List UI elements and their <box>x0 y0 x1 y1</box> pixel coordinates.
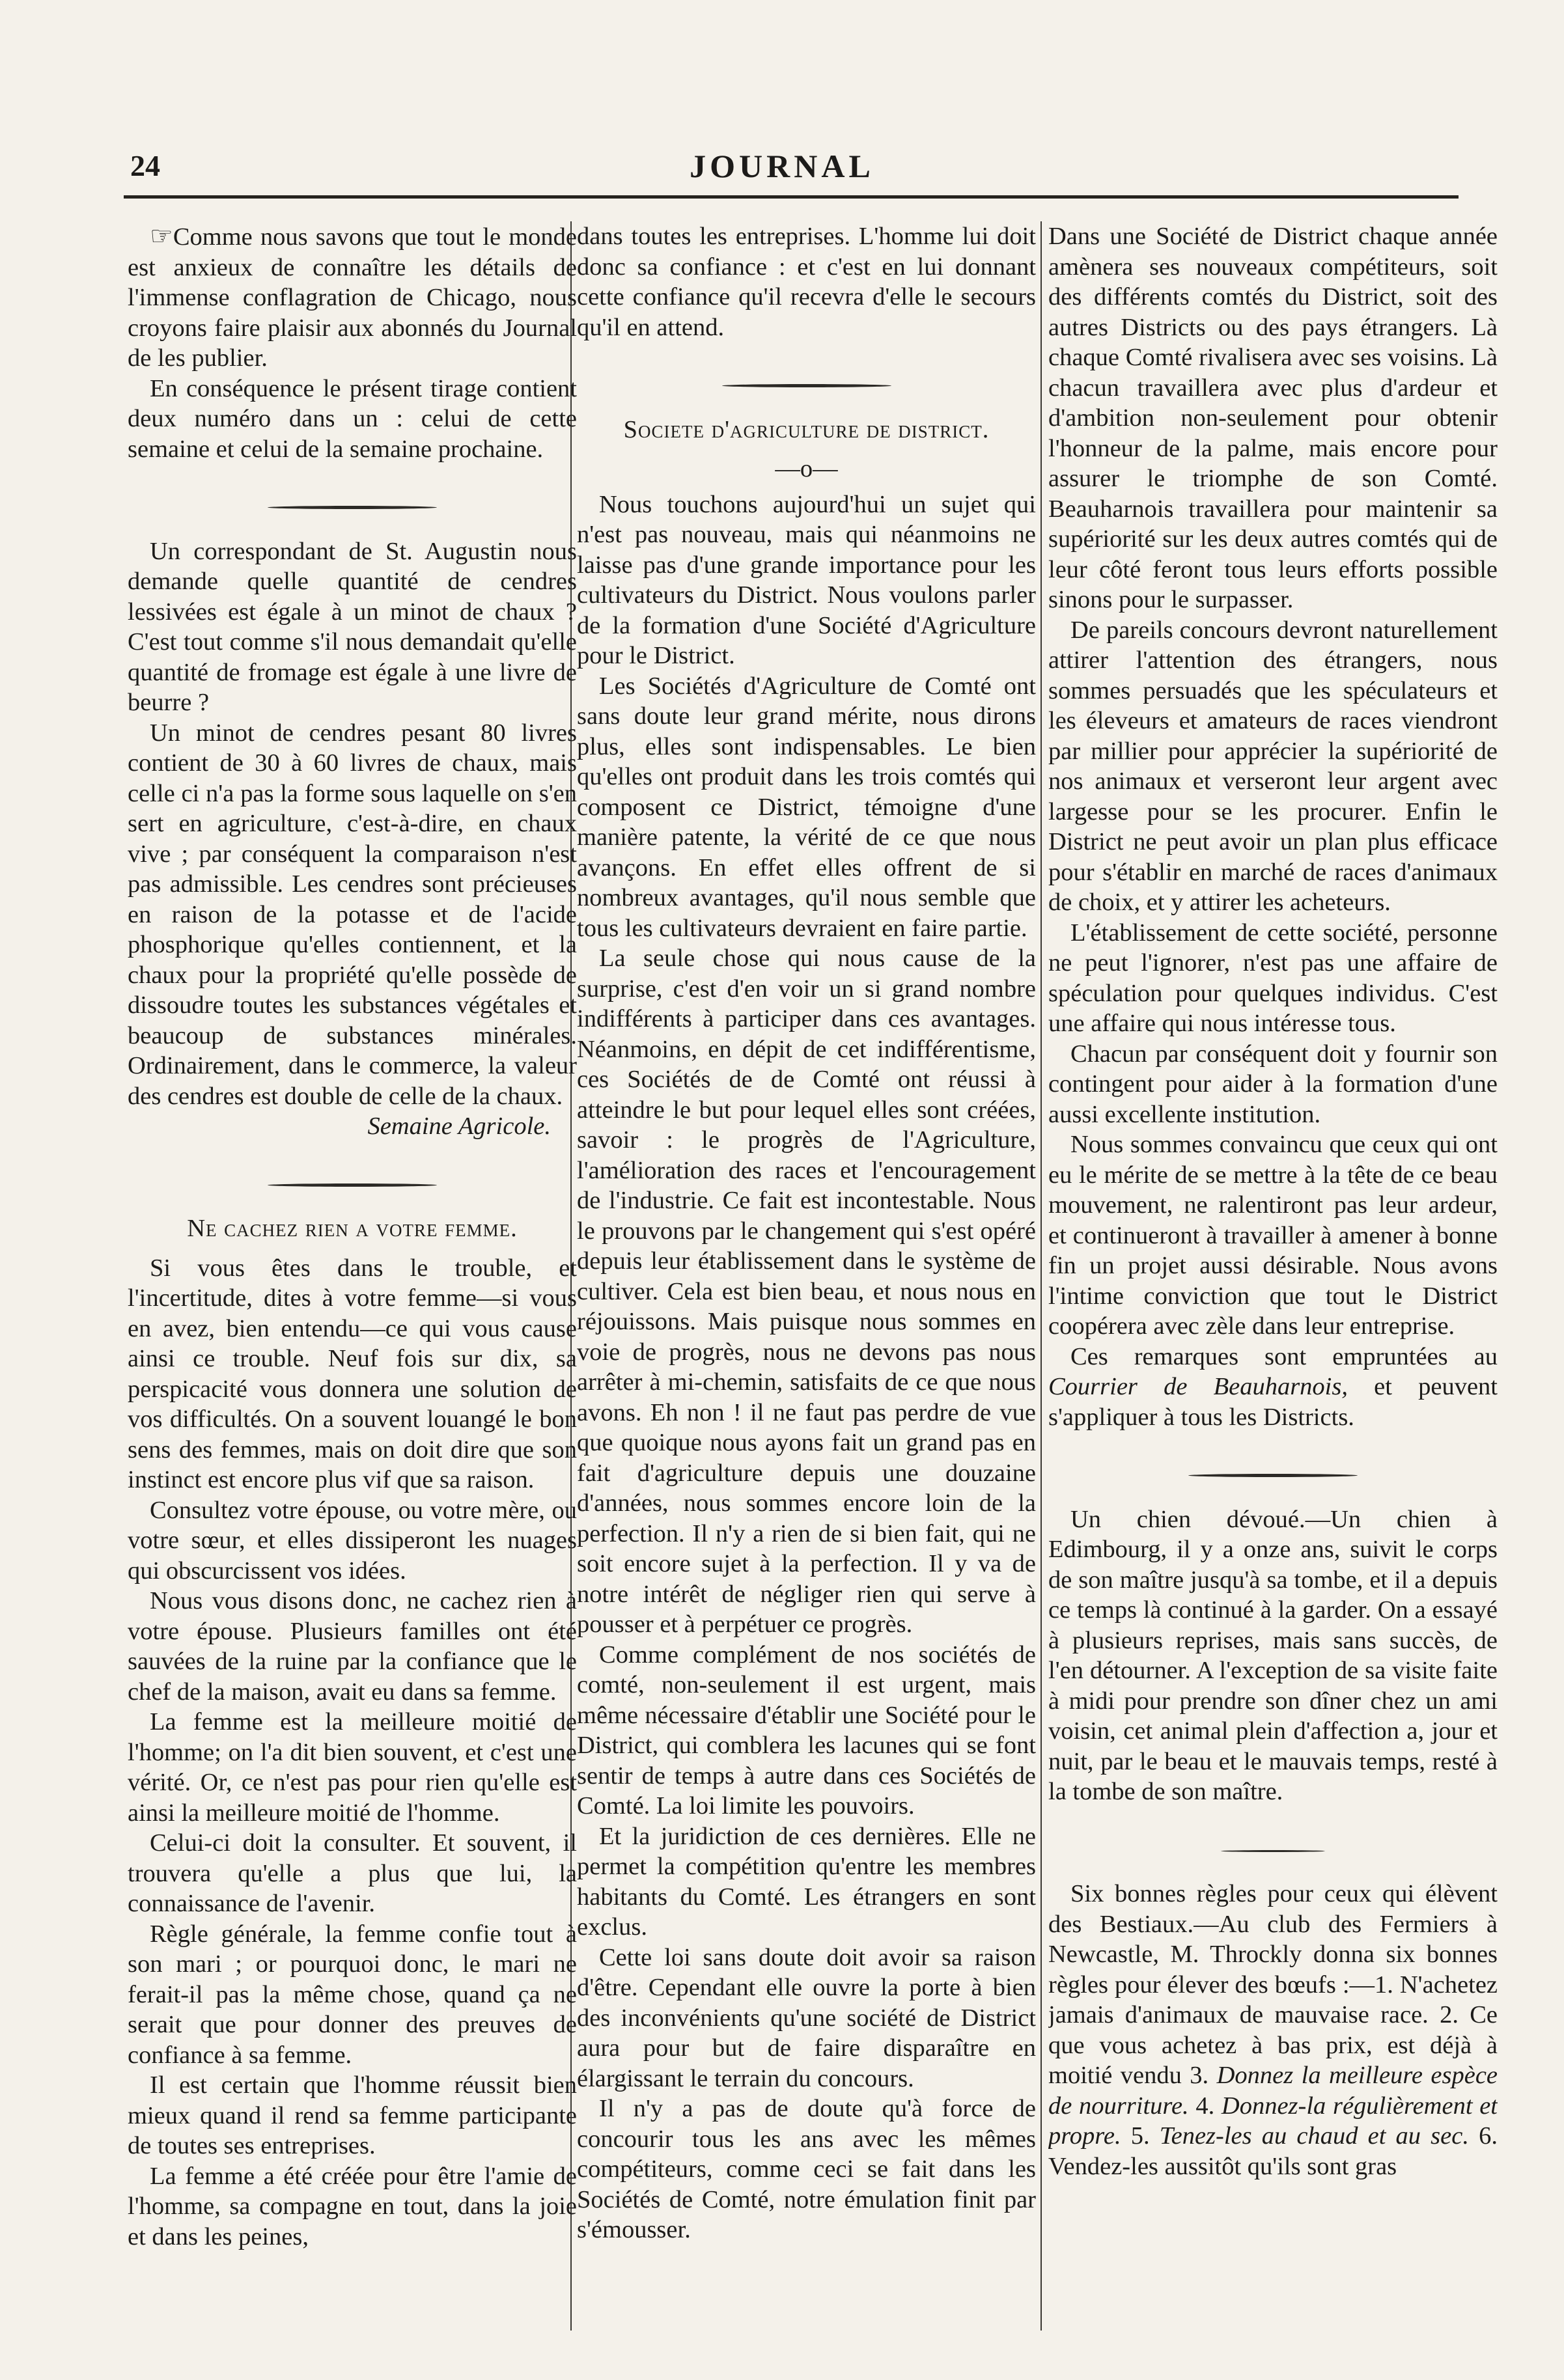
running-head: JOURNAL <box>690 148 874 184</box>
pointing-hand-icon: ☞ <box>150 221 173 251</box>
paragraph: La femme a été créée pour être l'amie de l'homme, sa compagne en tout, dans la joie et dans les peines, <box>128 2162 577 2250</box>
separator-rule <box>1048 1829 1498 1860</box>
section-marker: —o— <box>775 455 838 482</box>
paragraph: Nous touchons aujourd'hui un sujet qui n'est pas nouveau, mais qui néanmoins ne laisse pas d'une grande importance pour les cultivateurs du District. Nous voulons parler de la formation d'une Société d'Agriculture pour le District. <box>577 490 1036 669</box>
paragraph: L'établissement de cette société, personne ne peut l'ignorer, n'est pas une affaire de spéculation pour quelques individus. C'est une affaire qui nous intéresse tous. <box>1048 919 1498 1037</box>
page-number: 24 <box>130 149 160 182</box>
paragraph: Celui-ci doit la consulter. Et souvent, il trouvera qu'elle a plus que lui, la connaissance de l'avenir. <box>128 1829 577 1917</box>
section-heading: Ne cachez rien a votre femme. <box>187 1215 518 1242</box>
paragraph: Ces remarques sont empruntées au Courrier de Beauharnois, et peuvent s'appliquer à tous les Districts. <box>1048 1342 1498 1431</box>
paragraph: En conséquence le présent tirage contient deux numéro dans un : celui de cette semaine et celui de la semaine prochaine. <box>128 374 577 463</box>
paragraph: Un chien dévoué.—Un chien à Edimbourg, il y a onze ans, suivit le corps de son maître jusqu'à sa tombe, et il a depuis ce temps là continué à la garder. On a essayé à plusieurs reprises, mais sans succès, de l'en détourner. A l'exception de sa visite faite à midi pour prendre son dîner chez un ami voisin, cet animal plein d'affection a, jour et nuit, par le beau et le mauvais temps, resté à la tombe de son maître. <box>1048 1505 1498 1805</box>
paragraph: Il est certain que l'homme réussit bien mieux quand il rend sa femme participante de toutes ses entreprises. <box>128 2071 577 2159</box>
source-title: Courrier de Beauharnois, <box>1048 1373 1348 1400</box>
paragraph: Six bonnes règles pour ceux qui élèvent des Bestiaux.—Au club des Fermiers à Newcastle, M. Throckly donna six bonnes règles pour élever des bœufs :—1. N'achetez jamais d'animaux de mauvaise race. 2. Ce que vous achetez à bas prix, est déjà à moitié vendu 3. Donnez la meilleure espèce de nourriture. 4. Donnez-la régulièrement et propre. 5. Tenez-les au chaud et au sec. 6. Vendez-les aussitôt qu'ils sont gras <box>1048 1880 1498 2180</box>
paragraph: La seule chose qui nous cause de la surprise, c'est d'en voir un si grand nombre indifférents à participer dans ces avantages. Néanmoins, en dépit de cet indifférentisme, ces Sociétés de de Comté ont réussi à atteindre le but pour lequel elles sont créées, savoir : le progrès de l'Agriculture, l'amélioration des races et l'encouragement de l'industrie. Ce fait est incontestable. Nous le prouvons par le changement qui s'est opéré depuis leur établissement dans le système de cultiver. Cela est bien beau, et nous nous en réjouissons. Mais puisque nous sommes en voie de progrès, nous ne devons pas nous arrêter à mi-chemin, satisfaits de ce que nous avons. Eh non ! il ne faut pas perdre de vue que quoique nous ayons fait un grand pas en fait d'agriculture depuis une douzaine d'années, nous sommes encore loin de la perfection. Il n'y a rien de si bien fait, qui ne soit encore sujet à la perfection. Il y va de notre intérêt de négliger rien qui serve à pousser et à perpétuer ce progrès. <box>577 945 1036 1638</box>
paragraph: Les Sociétés d'Agriculture de Comté ont sans doute leur grand mérite, nous dirons plus, elles sont indispensables. Le bien qu'elles ont produit dans les trois comtés qui composent ce District, témoigne d'une manière patente, la vérité de ce que nous avançons. En effet elles offrent de si nombreux avantages, qu'il nous semble que tous les cultivateurs devraient en faire partie. <box>577 672 1036 942</box>
section-heading: Societe d'agriculture de district. <box>623 415 990 443</box>
column-rule <box>1040 221 1042 2331</box>
paragraph: Un correspondant de St. Augustin nous demande quelle quantité de cendres lessivées est égale à un minot de chaux ? C'est tout comme s'il nous demandait qu'elle quantité de fromage est égale à une livre de beurre ? <box>128 537 577 716</box>
paragraph: Règle générale, la femme confie tout à son mari ; or pourquoi donc, le mari ne ferait-il pas la même chose, quand ça ne serait que pour donner des preuves de confiance à sa femme. <box>128 1920 577 2069</box>
paragraph: La femme est la meilleure moitié de l'homme; on l'a dit bien souvent, et c'est une vérité. Or, ce n'est pas pour rien qu'elle est ainsi la meilleure moitié de l'homme. <box>128 1708 577 1827</box>
column-1 <box>128 221 577 2350</box>
paragraph: Consultez votre épouse, ou votre mère, ou votre sœur, et elles dissiperont les nuages qui obscurcissent vos idées. <box>128 1496 577 1584</box>
separator-rule <box>128 1164 577 1195</box>
notice-paragraph: ☞Comme nous savons que tout le monde est anxieux de connaître les détails de l'immense conflagration de Chicago, nous croyons faire plaisir aux abonnés du Journal de les publier. <box>128 221 577 372</box>
separator-rule <box>1048 1454 1498 1485</box>
paragraph: Nous sommes convaincu que ceux qui ont eu le mérite de se mettre à la tête de ce beau mouvement, ne ralentiront pas leur ardeur, et continueront à travailler à amener à bonne fin un projet aussi désirable. Nous avons l'intime conviction que tout le District coopérera avec zèle dans leur entreprise. <box>1048 1131 1498 1340</box>
separator-rule <box>128 486 577 517</box>
separator-rule <box>577 365 1036 395</box>
paragraph: Nous vous disons donc, ne cachez rien à votre épouse. Plusieurs familles ont été sauvées de la ruine par la confiance que le chef de la maison, avait eu dans sa femme. <box>128 1587 577 1706</box>
paragraph: Chacun par conséquent doit y fournir son contingent pour aider à la formation d'une aussi excellente institution. <box>1048 1040 1498 1128</box>
paragraph: Un minot de cendres pesant 80 livres contient de 30 à 60 livres de chaux, mais celle ci n'a pas la forme sous laquelle on s'en sert en agriculture, c'est-à-dire, en chaux vive ; par conséquent la comparaison n'est pas admissible. Les cendres sont précieuses en raison de la potasse et de l'acide phosphorique qu'elles contiennent, et la chaux pour la propriété qu'elle possède de dissoudre toutes les substances végétales et beaucoup de substances minérales. Ordinairement, dans le commerce, la valeur des cendres est double de celle de la chaux. <box>128 719 577 1110</box>
paragraph: Cette loi sans doute doit avoir sa raison d'être. Cependant elle ouvre la porte à bien des inconvénients qu'une société de District aura pour but de faire disparaître en élargissant le terrain du concours. <box>577 1943 1036 2092</box>
paragraph: Si vous êtes dans le trouble, et l'incertitude, dites à votre femme—si vous en avez, bien entendu—ce qui vous cause ainsi ce trouble. Neuf fois sur dix, sa perspicacité vous donnera une solution de vos difficultés. On a souvent louangé le bon sens des femmes, mais on doit dire que son instinct est encore plus vif que sa raison. <box>128 1254 577 1493</box>
paragraph: dans toutes les entreprises. L'homme lui doit donc sa confiance : et c'est en lui donnant cette confiance qu'il recevra d'elle le secours qu'il en attend. <box>577 223 1036 341</box>
paragraph: Et la juridiction de ces dernières. Elle ne permet la compétition qu'entre les membres habitants du Comté. Les étrangers en sont exclus. <box>577 1822 1036 1941</box>
column-3 <box>1048 221 1498 2350</box>
paragraph: De pareils concours devront naturellement attirer l'attention des étrangers, nous sommes persuadés que les spéculateurs et les éleveurs et amateurs de races viendront par millier pour apprécier la supériorité de nos animaux et verseront leur argent avec largesse pour se les procurer. Enfin le District ne peut avoir un plan plus efficace pour s'établir en marché de races d'animaux de choix, et y attirer les acheteurs. <box>1048 616 1498 916</box>
paragraph: Dans une Société de District chaque année amènera ses nouveaux compétiteurs, soit des différents comtés du District, soit des autres Districts ou des pays étrangers. Là chaque Comté rivalisera avec ses voisins. Là chacun travaillera avec plus d'ardeur et d'ambition non-seulement pour obtenir l'honneur de la palme, mais encore pour assurer le triomphe de son Comté. Beauharnois travaillera pour maintenir sa supériorité sur les deux autres comtés qui de leur côté feront tous leurs efforts possible sinons pour le surpasser. <box>1048 223 1498 613</box>
column-2 <box>577 221 1036 2350</box>
paragraph: Comme complément de nos sociétés de comté, non-seulement il est urgent, mais même nécessaire d'établir une Société pour le District, qui comblera les lacunes qui se font sentir de temps à autre dans ces Sociétés de Comté. La loi limite les pouvoirs. <box>577 1640 1036 1820</box>
source-credit: Semaine Agricole. <box>367 1113 551 1140</box>
header-rule <box>124 195 1459 199</box>
paragraph: Il n'y a pas de doute qu'à force de concourir tous les ans avec les mêmes compétiteurs, comme ceci se fait dans les Sociétés de Comté, notre émulation finit par s'émousser. <box>577 2095 1036 2243</box>
